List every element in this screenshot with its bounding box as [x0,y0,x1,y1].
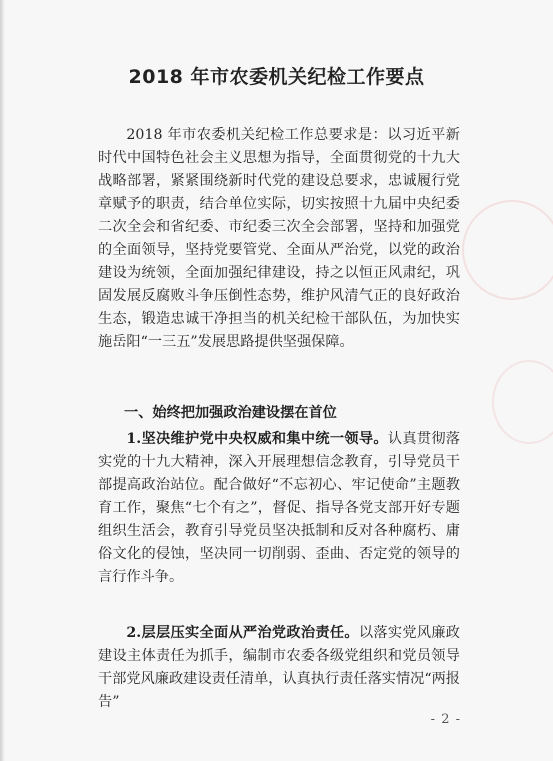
section-1-item-1 [98,428,460,589]
item-2-lead: 2.层层压实全面从严治党政治责任。 [126,625,359,641]
page-number: - 2 - [430,712,461,727]
intro-paragraph: 2018 年市农委机关纪检工作总要求是：以习近平新时代中国特色社会主义思想为指导，全面贯彻党的十九大战略部署，紧紧围绕新时代党的建设总要求，忠诚履行党章赋予的职责，结合单位实际，切实按照十九届中央纪委二次全会和省纪委、市纪委三次全会部署，坚持和加强党的全面领导，坚持党要管党、全面从严治党，以党的政治建设为统领，全面加强纪律建设，持之以恒正风肃纪，巩固发展反腐败斗争压倒性态势，维护风清气正的良好政治生态，锻造忠诚干净担当的机关纪检干部队伍，为加快实施岳阳“一三五”发展思路提供坚强保障。 [98,127,460,350]
item-1-lead: 1.坚决维护党中央权威和集中统一领导。 [126,431,388,447]
section-heading-1: 一、始终把加强政治建设摆在首位 [124,405,337,421]
red-seal-stamp-faint-lower [492,360,553,444]
red-seal-stamp-faint [462,200,553,300]
section-1-item-2 [98,622,460,714]
document-title: 2018 年市农委机关纪检工作要点 [128,66,425,88]
item-2-text: 以落实党风廉政建设主体责任为抓手，编制市农委各级党组织和党员领导干部党风廉政建设责任清单，认真执行责任落实情况“两报告” [98,625,460,710]
item-1-text: 认真贯彻落实党的十九大精神，深入开展理想信念教育，引导党员干部提高政治站位。配合做好“不忘初心、牢记使命”主题教育工作，聚焦“七个有之”，督促、指导各党支部开好专题组织生活会，教育引导党员坚决抵制和反对各种腐朽、庸俗文化的侵蚀，坚决同一切削弱、歪曲、否定党的领导的言行作斗争。 [98,431,460,585]
